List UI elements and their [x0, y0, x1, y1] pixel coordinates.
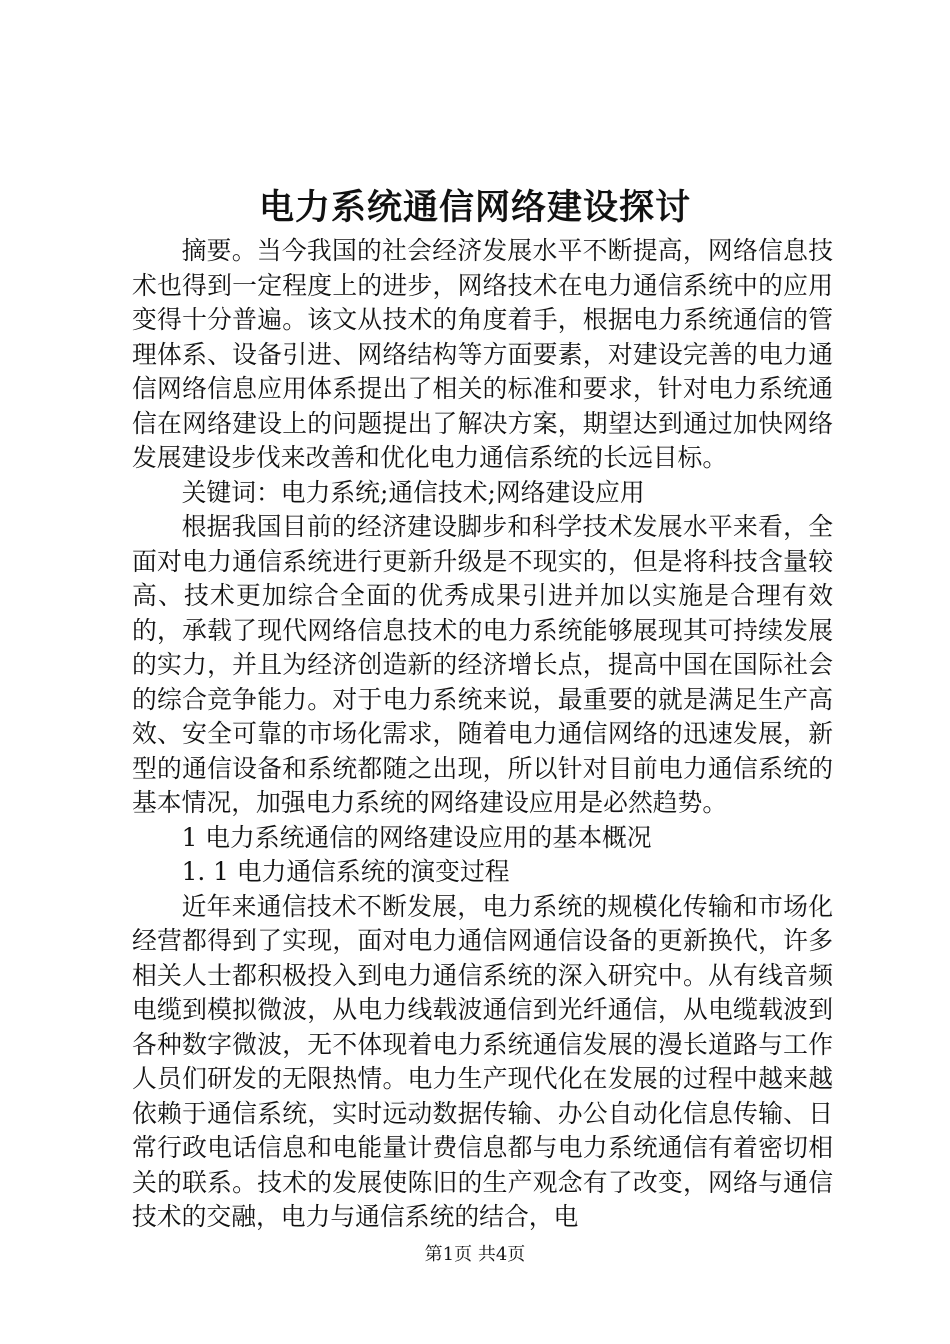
document-title: 电力系统通信网络建设探讨	[258, 187, 691, 228]
document-body	[132, 234, 833, 1235]
page-footer: 第1页 共4页	[424, 1244, 526, 1265]
intro-paragraph: 根据我国目前的经济建设脚步和科学技术发展水平来看，全面对电力通信系统进行更新升级是不现实的，但是将科技含量较高、技术更加综合全面的优秀成果引进并加以实施是合理有效的，承载了现代网络信息技术的电力系统能够展现其可持续发展的实力，并且为经济创造新的经济增长点，提高中国在国际社会的综合竞争能力。对于电力系统来说，最重要的就是满足生产高效、安全可靠的市场化需求，随着电力通信网络的迅速发展，新型的通信设备和系统都随之出现，所以针对目前电力通信系统的基本情况，加强电力系统的网络建设应用是必然趋势。	[132, 512, 833, 817]
section-heading: 1 电力系统通信的网络建设应用的基本概况	[181, 822, 652, 852]
keywords-paragraph: 关键词：电力系统;通信技术;网络建设应用	[181, 477, 645, 507]
subsection-heading: 1. 1 电力通信系统的演变过程	[181, 857, 510, 886]
body-paragraph: 近年来通信技术不断发展，电力系统的规模化传输和市场化经营都得到了实现，面对电力通信网通信设备的更新换代，许多相关人士都积极投入到电力通信系统的深入研究中。从有线音频电缆到模拟微波，从电力线载波通信到光纤通信，从电缆载波到各种数字微波，无不体现着电力系统通信发展的漫长道路与工作人员们研发的无限热情。电力生产现代化在发展的过程中越来越依赖于通信系统，实时远动数据传输、办公自动化信息传输、日常行政电话信息和电能量计费信息都与电力系统通信有着密切相关的联系。技术的发展使陈旧的生产观念有了改变，网络与通信技术的交融，电力与通信系统的结合，电	[132, 891, 833, 1231]
abstract-paragraph: 摘要。当今我国的社会经济发展水平不断提高，网络信息技术也得到一定程度上的进步，网络技术在电力通信系统中的应用变得十分普遍。该文从技术的角度着手，根据电力系统通信的管理体系、设备引进、网络结构等方面要素，对建设完善的电力通信网络信息应用体系提出了相关的标准和要求，针对电力系统通信在网络建设上的问题提出了解决方案，期望达到通过加快网络发展建设步伐来改善和优化电力通信系统的长远目标。	[132, 236, 833, 472]
